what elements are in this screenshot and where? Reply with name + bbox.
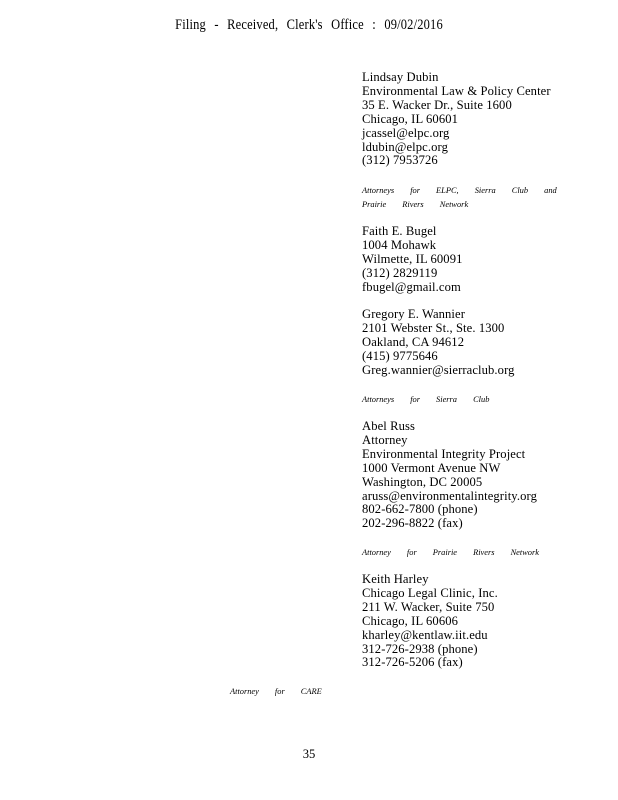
contact-email: kharley@kentlaw.iit.edu: [362, 627, 488, 642]
contact-street: 211 W. Wacker, Suite 750: [362, 599, 495, 614]
contact-name: Faith E. Bugel: [362, 224, 437, 238]
contact-phone: (415) 9775646: [362, 348, 438, 363]
note-line: Attorneys for ELPC, Sierra Club and: [362, 186, 557, 195]
attorneys-note-sierra: [362, 393, 489, 407]
contact-name: Abel Russ: [362, 419, 416, 433]
note-line: Prairie Rivers Network: [362, 199, 469, 209]
contact-organization: Chicago Legal Clinic, Inc.: [362, 585, 498, 600]
contact-block-bugel: [362, 225, 463, 295]
contact-block-dubin: [362, 71, 551, 168]
contact-city: Chicago, IL 60601: [362, 111, 459, 126]
contact-street: 1000 Vermont Avenue NW: [362, 460, 501, 475]
contact-name: Gregory E. Wannier: [362, 307, 466, 321]
attorney-note-care: [230, 685, 322, 699]
contact-email: fbugel@gmail.com: [362, 279, 461, 294]
contact-street: 1004 Mohawk: [362, 237, 437, 252]
note-line: Attorneys for Sierra Club: [362, 395, 490, 404]
contact-name: Lindsay Dubin: [362, 70, 439, 84]
contact-name: Keith Harley: [362, 572, 429, 586]
contact-block-harley: [362, 573, 498, 670]
note-line: Attorney for Prairie Rivers Network: [362, 548, 539, 557]
contact-email: ldubin@elpc.org: [362, 139, 448, 154]
contact-phone: (312) 7953726: [362, 153, 438, 168]
contact-block-russ: [362, 420, 537, 531]
contact-phone: (312) 2829119: [362, 265, 438, 280]
contact-fax: 312-726-5206 (fax): [362, 655, 463, 670]
contact-city: Oakland, CA 94612: [362, 334, 465, 349]
contact-email: jcassel@elpc.org: [362, 125, 450, 140]
contact-fax: 202-296-8822 (fax): [362, 516, 463, 531]
attorney-note-prairie-rivers: [362, 546, 539, 560]
note-line: Attorney for CARE: [230, 687, 322, 696]
contact-phone: 802-662-7800 (phone): [362, 502, 478, 517]
contact-street: 2101 Webster St., Ste. 1300: [362, 320, 505, 335]
contact-organization: Environmental Law & Policy Center: [362, 83, 551, 98]
contact-city: Chicago, IL 60606: [362, 613, 459, 628]
attorneys-note-elpc: [362, 184, 557, 211]
contact-city: Washington, DC 20005: [362, 474, 483, 489]
page-number: 35: [302, 747, 316, 761]
filing-header: Filing - Received, Clerk's Office : 09/02/2016: [175, 17, 443, 33]
contact-email: Greg.wannier@sierraclub.org: [362, 362, 515, 377]
contact-organization: Environmental Integrity Project: [362, 446, 526, 461]
contact-city: Wilmette, IL 60091: [362, 251, 463, 266]
contact-email: aruss@environmentalintegrity.org: [362, 488, 537, 503]
contact-block-wannier: [362, 308, 515, 378]
contact-street: 35 E. Wacker Dr., Suite 1600: [362, 97, 512, 112]
contact-phone: 312-726-2938 (phone): [362, 641, 478, 656]
contact-title: Attorney: [362, 432, 408, 447]
